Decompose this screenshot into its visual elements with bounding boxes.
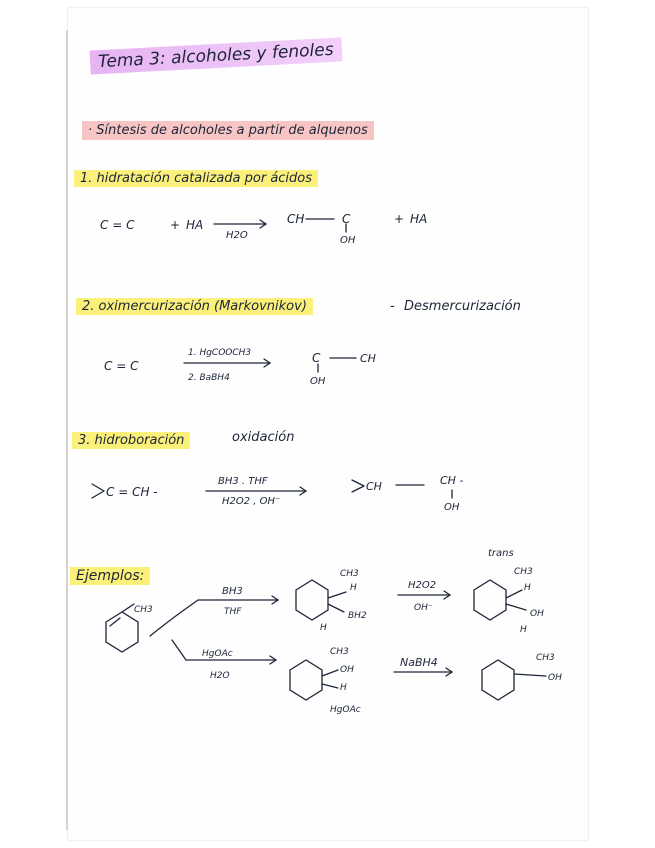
bot-prod-oh: OH — [548, 673, 562, 683]
s2-reactant: C = C — [104, 359, 139, 373]
top-branch-line — [150, 600, 278, 636]
top-step-cond: OH⁻ — [414, 603, 433, 613]
s3-reagent-bottom: H2O2 , OH⁻ — [222, 496, 281, 507]
top-step: H2O2 — [408, 580, 437, 591]
bot-int-ch3: CH3 — [330, 647, 349, 657]
heading-desmercurizacion: Desmercurización — [404, 299, 521, 314]
s2-step2: 2. BaBH4 — [188, 373, 230, 383]
top-prod-ch3: CH3 — [514, 567, 533, 577]
s2-product-left: C — [312, 351, 321, 365]
top-cond: THF — [224, 607, 242, 617]
s3-reagent-top: BH3 . THF — [218, 476, 268, 487]
page-title: Tema 3: alcoholes y fenoles — [90, 37, 343, 74]
s3-branch-down — [92, 491, 104, 498]
bot-int-h: H — [340, 683, 347, 693]
top-int-ch3: CH3 — [340, 569, 359, 579]
s3-reactant: C = CH - — [106, 485, 158, 499]
bot-prod-ring — [482, 660, 514, 700]
bot-int-oh-bond — [322, 670, 338, 676]
bot-prod-bond — [514, 674, 546, 676]
top-int-wedge — [328, 592, 346, 598]
s1-reactant: C = C — [100, 218, 135, 232]
s1-product-right: C — [342, 212, 351, 226]
top-prod-wedge — [506, 590, 522, 598]
top-reagent: BH3 — [222, 586, 243, 597]
bot-prod-ch3: CH3 — [536, 653, 555, 663]
heading-sep: - — [390, 299, 395, 314]
s1-plus1: + — [170, 218, 181, 232]
trans-label: trans — [488, 548, 514, 559]
heading-ejemplos: Ejemplos: — [70, 567, 150, 585]
s2-product-oh: OH — [310, 376, 326, 387]
section-subtitle: · Síntesis de alcoholes a partir de alquenos — [82, 121, 374, 140]
top-int-h2: H — [320, 623, 327, 633]
start-ch3: CH3 — [134, 605, 153, 615]
top-int-h: H — [350, 583, 357, 593]
s3-product-right: CH - — [440, 474, 464, 487]
note-oxidacion: oxidación — [232, 430, 295, 445]
bot-int-ring — [290, 660, 322, 700]
top-prod-h2: H — [520, 625, 527, 635]
s1-byproduct: HA — [410, 212, 428, 226]
s1-product-oh: OH — [340, 235, 356, 246]
s3-branch-up — [92, 484, 104, 491]
top-prod-oh: OH — [530, 609, 544, 619]
s3-p-branch-down — [352, 486, 364, 492]
top-prod-ring — [474, 580, 506, 620]
s1-plus2: + — [394, 212, 405, 226]
bot-int-h-bond — [322, 684, 338, 688]
top-prod-oh-bond — [506, 604, 526, 610]
heading-hidroboracion: 3. hidroboración — [72, 432, 190, 449]
top-int-bh2-bond — [328, 604, 344, 612]
s3-product-left: CH — [366, 480, 382, 493]
s3-product-oh: OH — [444, 502, 460, 513]
bot-reagent: HgOAc — [202, 649, 233, 659]
top-prod-h: H — [524, 583, 531, 593]
bot-step: NaBH4 — [400, 656, 438, 669]
bot-int-oh: OH — [340, 665, 354, 675]
s1-reagent: HA — [186, 218, 204, 232]
top-int-bh2: BH2 — [348, 611, 367, 621]
s3-p-branch-up — [352, 480, 364, 486]
bot-int-hg: HgOAc — [330, 705, 361, 715]
heading-oxi-a: 2. oximercurización (Markovnikov) — [82, 299, 307, 314]
s1-condition: H2O — [226, 230, 248, 241]
start-ring — [106, 612, 138, 652]
bot-cond: H2O — [210, 671, 230, 681]
s2-step1: 1. HgCOOCH3 — [188, 348, 252, 358]
start-methyl-bond — [122, 604, 134, 612]
s2-product-right: CH — [360, 352, 376, 365]
top-int-ring — [296, 580, 328, 620]
s1-product-left: CH — [287, 212, 305, 226]
heading-hidratacion: 1. hidratación catalizada por ácidos — [74, 170, 318, 187]
